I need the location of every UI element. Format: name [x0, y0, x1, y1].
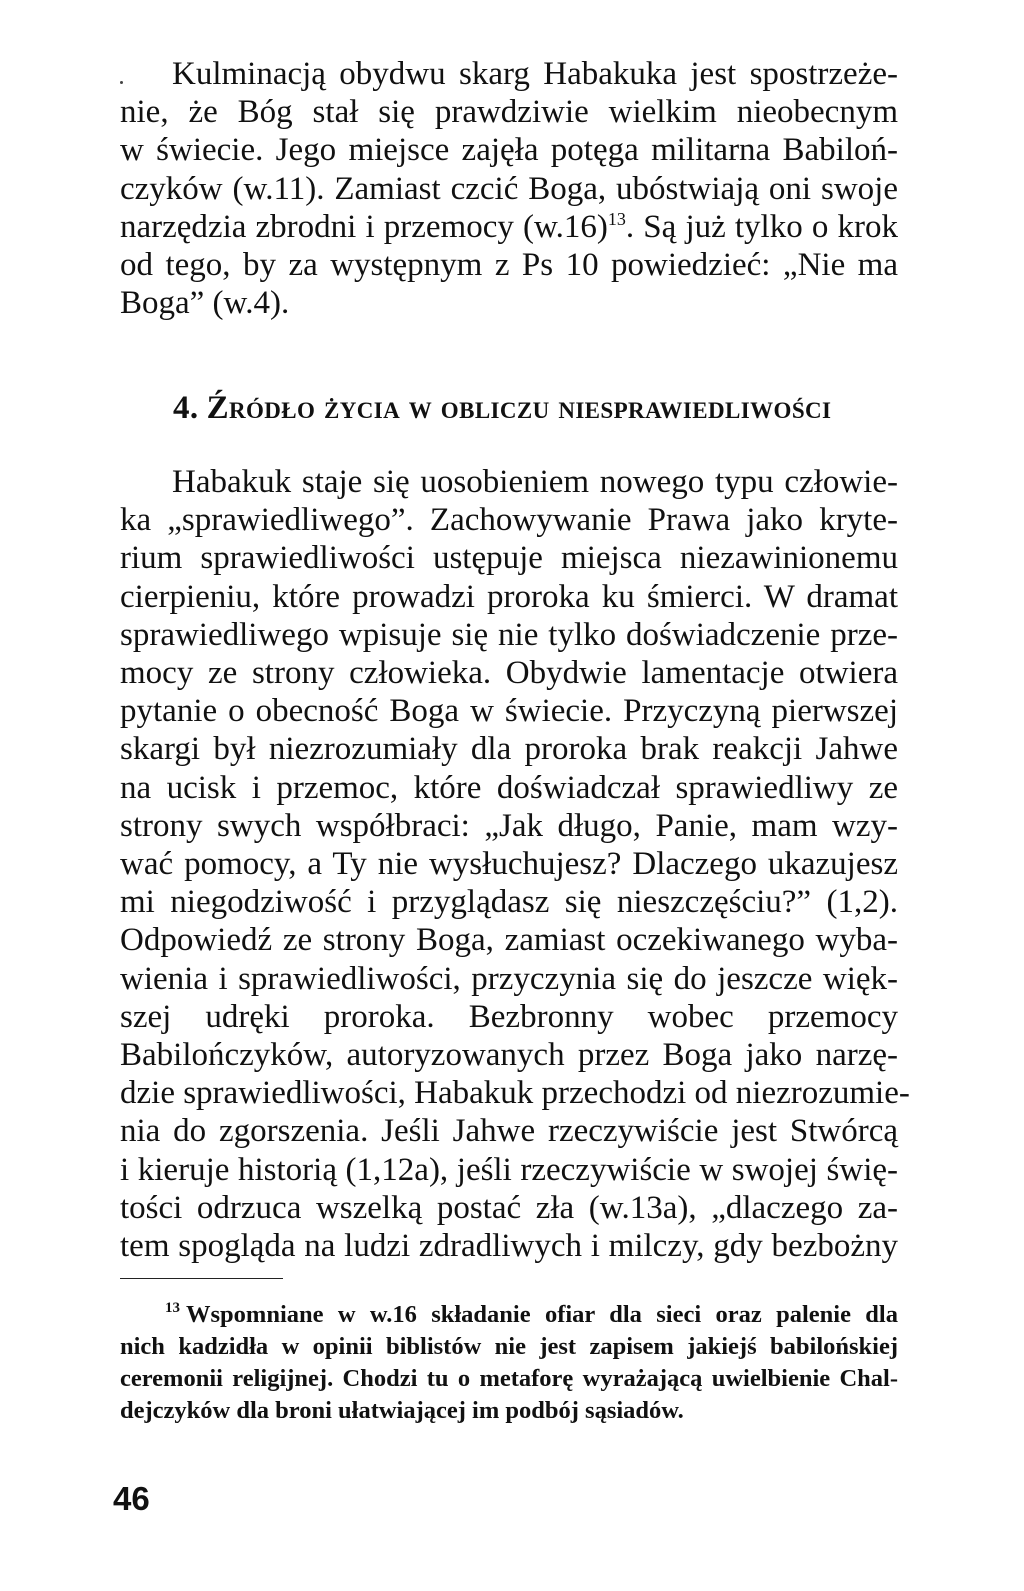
paragraph-line: czyków (w.11). Zamiast czcić Boga, ubóstwiają oni swoje	[120, 170, 898, 207]
paragraph-line: rium sprawiedliwości ustępuje miejsca niezawinionemu	[120, 540, 898, 577]
footnote-line: ceremonii religijnej. Chodzi tu o metaforę wyrażającą uwielbienie Chal-	[120, 1365, 898, 1392]
footnote-line: dejczyków dla broni ułatwiającej im podbój sąsiadów.	[120, 1397, 684, 1424]
footnote-line-text: Wspomniane w w.16 składanie ofiar dla sieci oraz palenie dla	[186, 1301, 898, 1328]
footnote	[120, 1299, 898, 1427]
paragraph-line: Habakuk staje się uosobieniem nowego typu człowie-	[172, 464, 898, 500]
section-heading	[173, 390, 898, 427]
line-text-after-ref: . Są już tylko o krok	[625, 208, 898, 245]
paragraph-line: mi niegodziwość i przyglądasz się nieszczęściu?” (1,2).	[120, 884, 898, 921]
paragraph-line: i kieruje historią (1,12a), jeśli rzeczywiście w swojej świę-	[120, 1151, 898, 1188]
paragraph-line: strony swych współbraci: „Jak długo, Panie, mam wzy-	[120, 807, 898, 844]
paragraph-line: sprawiedliwego wpisuje się nie tylko doświadczenie prze-	[120, 616, 898, 653]
paragraph-line: szej udręki proroka. Bezbronny wobec przemocy	[120, 998, 898, 1035]
paragraph-line: wienia i sprawiedliwości, przyczynia się do jeszcze więk-	[120, 960, 898, 997]
paragraph-line: Kulminacją obydwu skarg Habakuka jest spostrzeże-	[172, 56, 898, 92]
footnote-line	[120, 1299, 898, 1331]
section-title: Źródło życia w obliczu niesprawiedliwości	[206, 390, 832, 426]
footnote-reference[interactable]: 13	[607, 208, 626, 229]
paragraph-line: wać pomocy, a Ty nie wysłuchujesz? Dlaczego ukazujesz	[120, 846, 898, 883]
paragraph-2	[120, 463, 910, 1265]
paragraph-line: Babilończyków, autoryzowanych przez Boga jako narzę-	[120, 1037, 898, 1074]
paragraph-line-with-footnote	[120, 208, 898, 246]
paragraph-line: cierpieniu, które prowadzi proroka ku śmierci. W dramat	[120, 578, 898, 615]
paragraph-line: pytanie o obecność Boga w świecie. Przyczyną pierwszej	[120, 693, 898, 730]
paragraph-line: ka „sprawiedliwego”. Zachowywanie Prawa jako kryte-	[120, 502, 898, 539]
paragraph-line: Odpowiedź ze strony Boga, zamiast oczekiwanego wyba-	[120, 922, 898, 959]
footnote-line: nich kadzidła w opinii biblistów nie jest zapisem jakiejś babilońskiej	[120, 1333, 898, 1360]
paragraph-line: dzie sprawiedliwości, Habakuk przechodzi od niezrozumie-	[120, 1075, 910, 1112]
paragraph-line: na ucisk i przemoc, które doświadczał sprawiedliwy ze	[120, 769, 898, 806]
paragraph-1	[120, 55, 898, 322]
paragraph-line: skargi był niezrozumiały dla proroka brak reakcji Jahwe	[120, 731, 898, 768]
page-number: 46	[113, 1480, 150, 1517]
footnote-marker: 13	[165, 1300, 180, 1316]
paragraph-line: tem spogląda na ludzi zdradliwych i milczy, gdy bezbożny	[120, 1228, 898, 1265]
paragraph-line: tości odrzuca wszelką postać zła (w.13a), „dlaczego za-	[120, 1189, 898, 1226]
section-number: 4.	[173, 390, 199, 426]
line-text-before-ref: narzędzia zbrodni i przemocy (w.16)	[120, 208, 608, 245]
footnote-divider	[120, 1278, 283, 1279]
paragraph-line: nia do zgorszenia. Jeśli Jahwe rzeczywiście jest Stwórcą	[120, 1113, 898, 1150]
paragraph-line: Boga” (w.4).	[120, 285, 290, 322]
paragraph-line: nie, że Bóg stał się prawdziwie wielkim nieobecnym	[120, 94, 898, 131]
paragraph-line: w świecie. Jego miejsce zajęła potęga militarna Babiloń-	[120, 132, 898, 169]
paragraph-line: mocy ze strony człowieka. Obydwie lamentacje otwiera	[120, 655, 898, 692]
paragraph-line: od tego, by za występnym z Ps 10 powiedzieć: „Nie ma	[120, 247, 898, 284]
